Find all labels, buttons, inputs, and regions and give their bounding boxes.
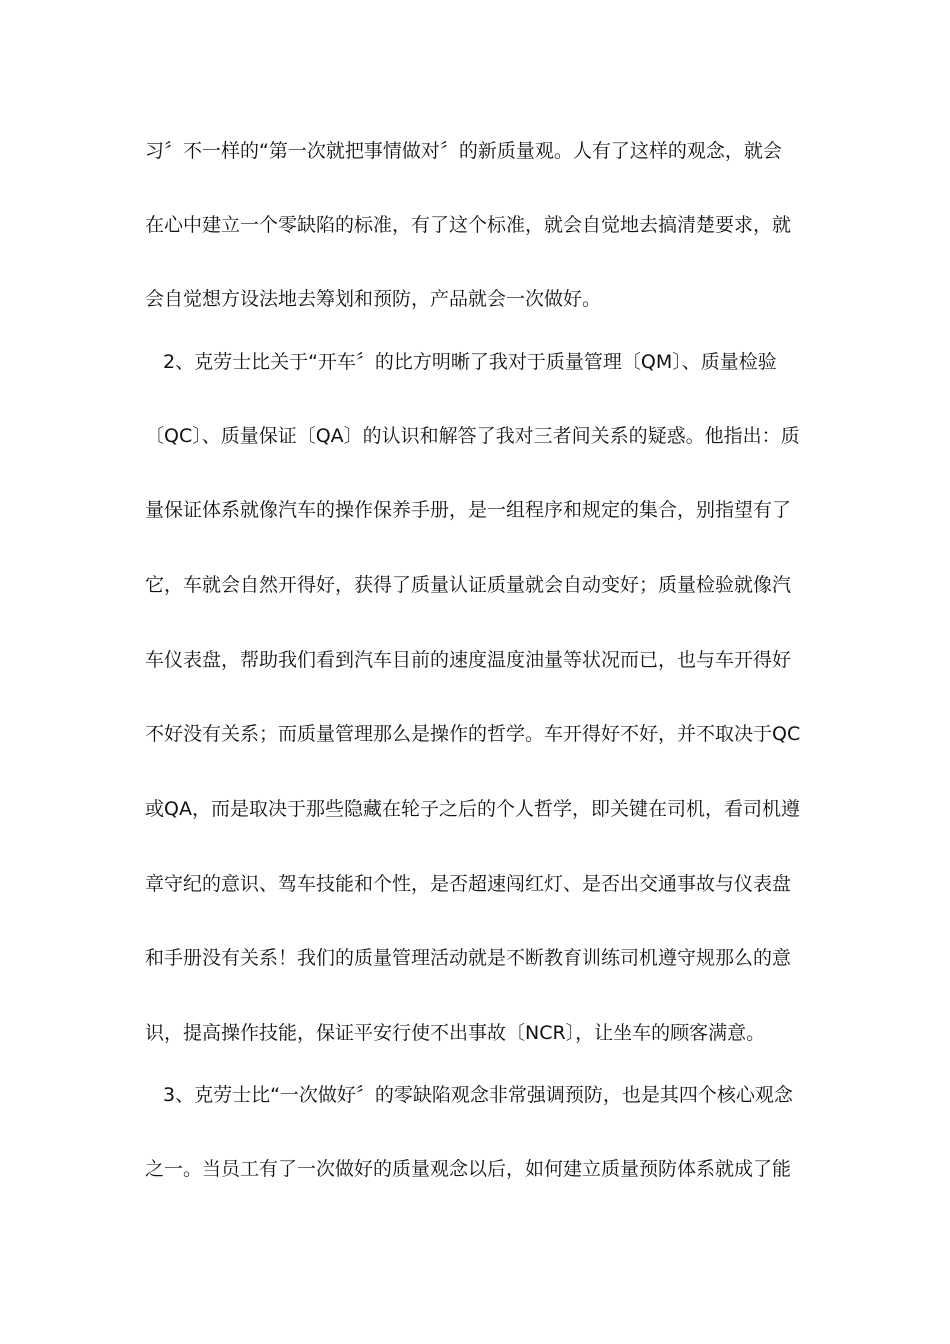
text-line-8: 车仪表盘，帮助我们看到汽车目前的速度温度油量等状况而已，也与车开得好 [145, 649, 792, 671]
text-line-5: 〔QC〕、质量保证〔QA〕的认识和解答了我对三者间关系的疑惑。他指出：质 [145, 425, 800, 447]
text-line-4: 2、克劳士比关于“开车〞的比方明晰了我对于质量管理〔QM〕、质量检验 [163, 351, 777, 373]
text-line-10: 或QA，而是取决于那些隐藏在轮子之后的个人哲学，即关键在司机，看司机遵 [145, 798, 800, 820]
text-line-1: 习〞不一样的“第一次就把事情做对〞的新质量观。人有了这样的观念，就会 [145, 140, 782, 162]
text-line-9: 不好没有关系；而质量管理那么是操作的哲学。车开得好不好，并不取决于QC [145, 723, 801, 745]
text-line-3: 会自觉想方设法地去筹划和预防，产品就会一次做好。 [145, 288, 602, 310]
text-line-14: 3、克劳士比“一次做好〞的零缺陷观念非常强调预防，也是其四个核心观念 [163, 1084, 793, 1106]
text-line-15: 之一。当员工有了一次做好的质量观念以后，如何建立质量预防体系就成了能 [145, 1158, 792, 1180]
text-line-13: 识，提高操作技能，保证平安行使不出事故〔NCR〕，让坐车的顾客满意。 [145, 1022, 766, 1044]
text-line-11: 章守纪的意识、驾车技能和个性，是否超速闯红灯、是否出交通事故与仪表盘 [145, 873, 792, 895]
text-line-6: 量保证体系就像汽车的操作保养手册，是一组程序和规定的集合，别指望有了 [145, 499, 792, 521]
text-line-7: 它，车就会自然开得好，获得了质量认证质量就会自动变好；质量检验就像汽 [145, 574, 792, 596]
text-line-12: 和手册没有关系！我们的质量管理活动就是不断教育训练司机遵守规那么的意 [145, 947, 792, 969]
text-line-2: 在心中建立一个零缺陷的标准，有了这个标准，就会自觉地去搞清楚要求，就 [145, 214, 792, 236]
